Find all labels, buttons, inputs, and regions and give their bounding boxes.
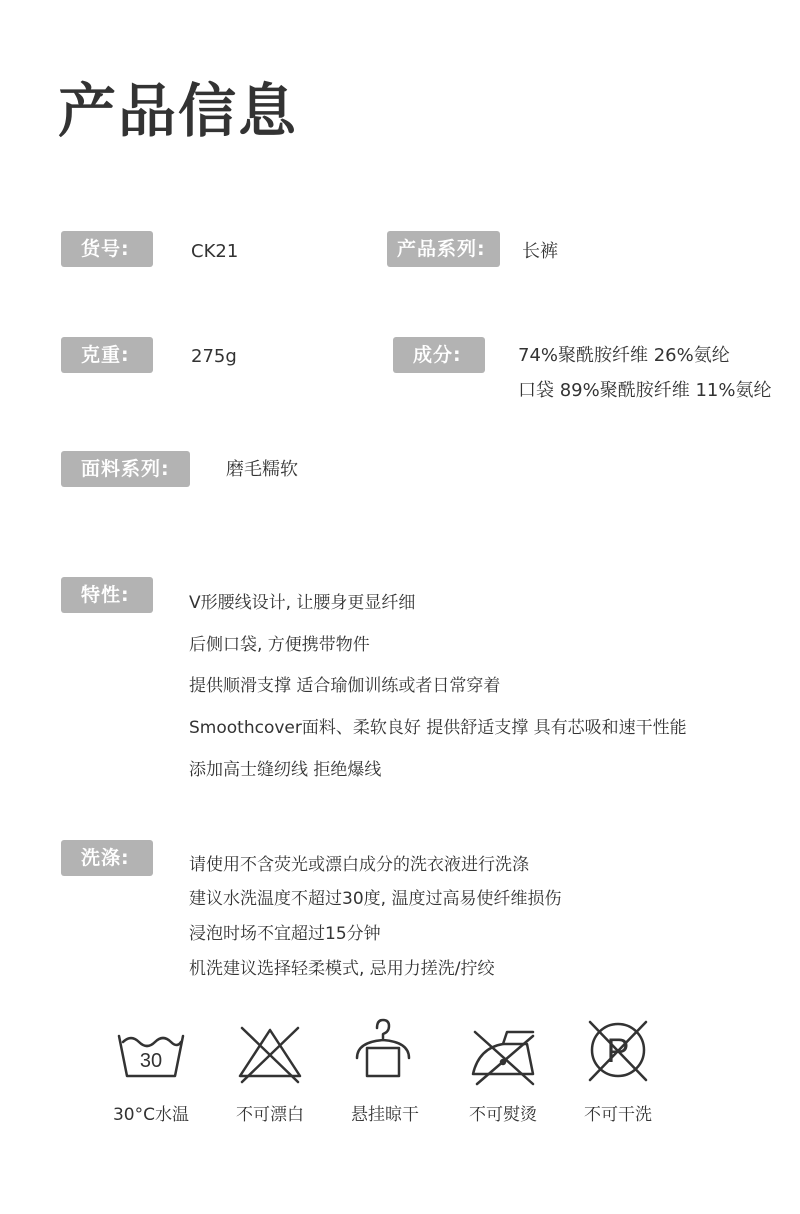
feature-item: Smoothcover面料、柔软良好 提供舒适支撑 具有芯吸和速干性能 xyxy=(189,718,687,738)
series-badge: 产品系列: xyxy=(387,231,500,267)
care-label: 30°C水温 xyxy=(112,1105,189,1125)
feature-item: V形腰线设计, 让腰身更显纤细 xyxy=(189,593,416,613)
care-label: 悬挂晾干 xyxy=(351,1105,419,1125)
dry-clean-letter: P xyxy=(606,1032,630,1070)
composition-line: 口袋 89%聚酰胺纤维 11%氨纶 xyxy=(518,380,772,401)
fabric-badge: 面料系列: xyxy=(61,451,190,487)
composition-line: 74%聚酰胺纤维 26%氨纶 xyxy=(518,345,730,366)
care-label: 不可干洗 xyxy=(584,1105,652,1125)
series-value: 长裤 xyxy=(522,241,558,262)
weight-badge: 克重: xyxy=(61,337,153,373)
wash-temp-text: 30 xyxy=(139,1050,163,1072)
feature-item: 添加高士缝纫线 拒绝爆线 xyxy=(189,760,382,780)
page-title: 产品信息 xyxy=(58,77,299,145)
care-label: 不可熨烫 xyxy=(469,1105,537,1125)
washing-item: 请使用不含荧光或漂白成分的洗衣液进行洗涤 xyxy=(189,855,529,875)
no-dry-clean-icon xyxy=(578,1018,658,1088)
washing-item: 浸泡时场不宜超过15分钟 xyxy=(189,924,381,944)
washing-item: 建议水洗温度不超过30度, 温度过高易使纤维损伤 xyxy=(189,889,562,909)
no-bleach-icon xyxy=(230,1022,310,1092)
hang-dry-icon xyxy=(343,1018,423,1088)
fabric-value: 磨毛糯软 xyxy=(226,459,298,480)
washing-item: 机洗建议选择轻柔模式, 忌用力搓洗/拧绞 xyxy=(189,959,495,979)
composition-badge: 成分: xyxy=(393,337,485,373)
washing-badge: 洗涤: xyxy=(61,840,153,876)
no-iron-icon xyxy=(463,1022,543,1092)
item-no-badge: 货号: xyxy=(61,231,153,267)
features-badge: 特性: xyxy=(61,577,153,613)
care-label: 不可漂白 xyxy=(236,1105,304,1125)
item-no-value: CK21 xyxy=(191,241,239,262)
wash-30-icon xyxy=(111,1022,191,1092)
feature-item: 提供顺滑支撑 适合瑜伽训练或者日常穿着 xyxy=(189,676,501,696)
feature-item: 后侧口袋, 方便携带物件 xyxy=(189,635,370,655)
weight-value: 275g xyxy=(191,346,237,367)
